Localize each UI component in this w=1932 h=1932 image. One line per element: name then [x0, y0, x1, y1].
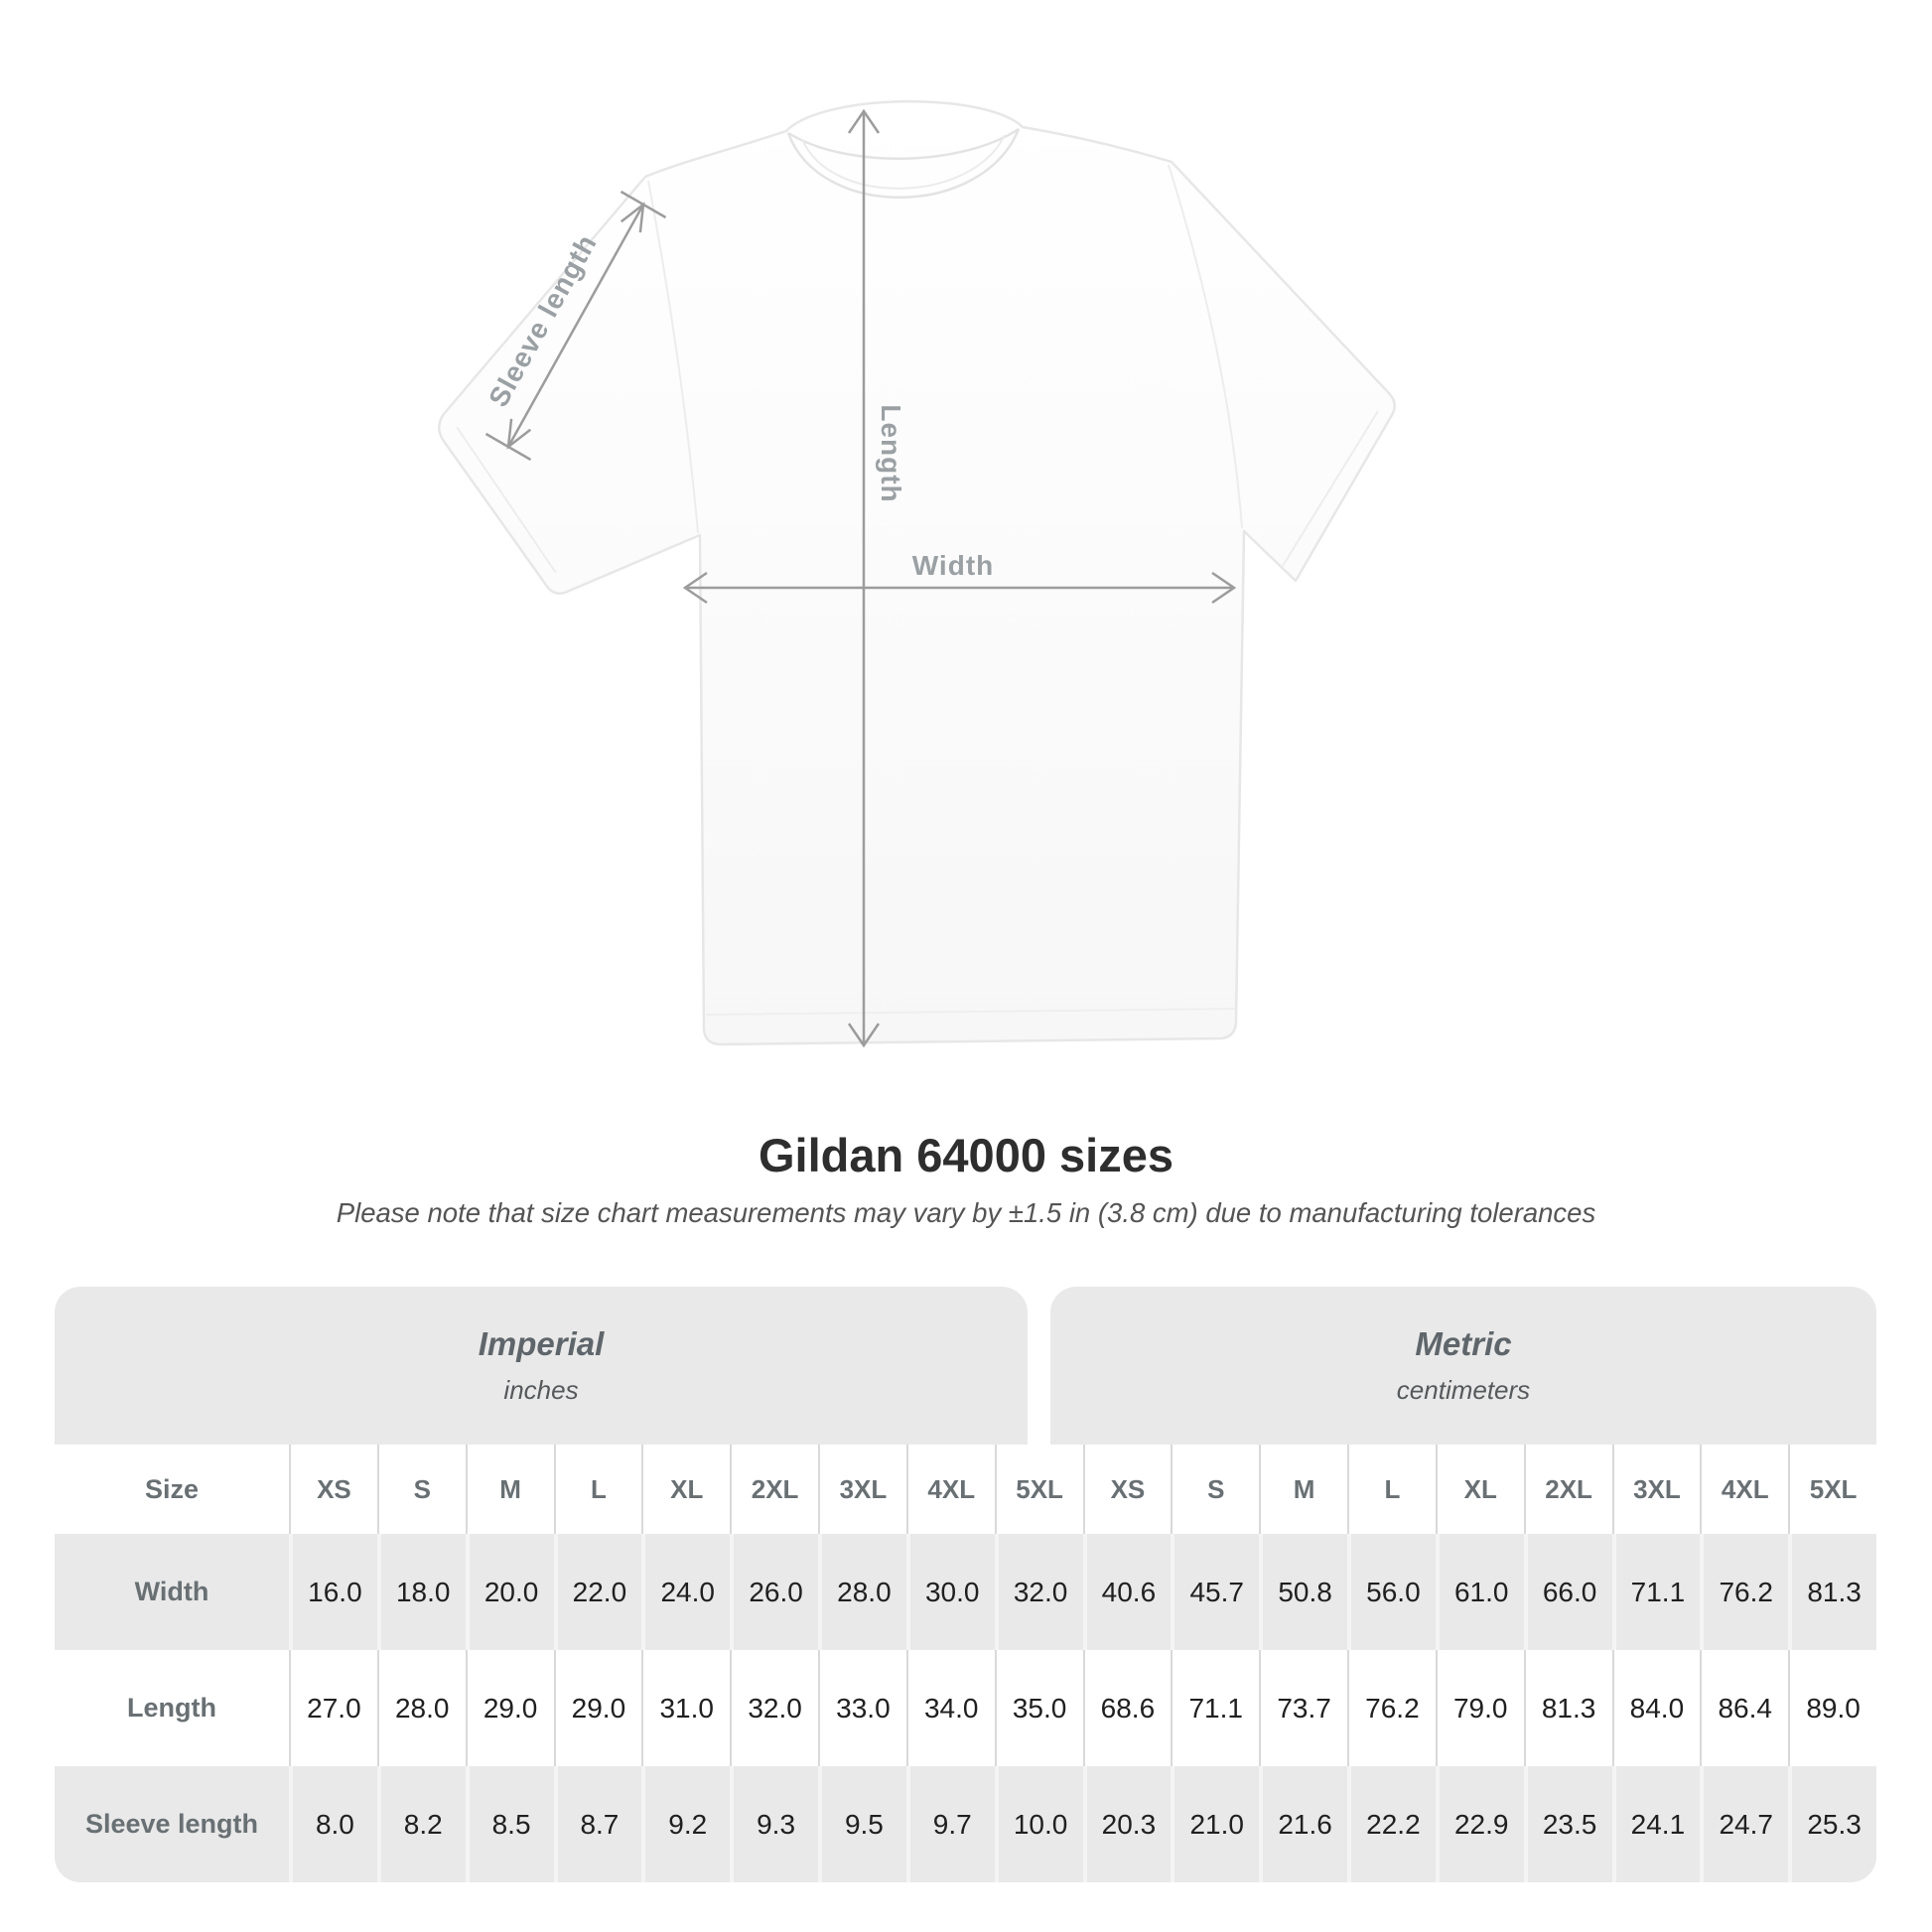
- column-header-imperial-5xl: 5XL: [995, 1445, 1083, 1534]
- row-label: Sleeve length: [84, 1809, 259, 1839]
- column-header-metric-s: S: [1171, 1445, 1259, 1534]
- imperial-section-header: [55, 1287, 1028, 1445]
- value-cell: 76.2: [1347, 1650, 1436, 1766]
- value-cell: 8.5: [466, 1766, 554, 1882]
- value-cell: 24.0: [641, 1534, 730, 1650]
- column-header-metric-xs: XS: [1083, 1445, 1172, 1534]
- value-cell: 26.0: [730, 1534, 818, 1650]
- value-cell: 71.1: [1612, 1534, 1701, 1650]
- value-cell: 10.0: [995, 1766, 1083, 1882]
- metric-section-header: [1050, 1287, 1876, 1445]
- value-cell: 84.0: [1612, 1650, 1701, 1766]
- value-cell: 81.3: [1788, 1534, 1876, 1650]
- value-cell: 24.1: [1612, 1766, 1701, 1882]
- value-cell: 29.0: [466, 1650, 554, 1766]
- value-cell: 50.8: [1259, 1534, 1347, 1650]
- value-cell: 35.0: [995, 1650, 1083, 1766]
- value-cell: 18.0: [377, 1534, 466, 1650]
- value-cell: 89.0: [1788, 1650, 1876, 1766]
- value-cell: 79.0: [1436, 1650, 1524, 1766]
- column-header-imperial-2xl: 2XL: [730, 1445, 818, 1534]
- value-cell: 21.6: [1259, 1766, 1347, 1882]
- value-cell: 40.6: [1083, 1534, 1172, 1650]
- row-label: Length: [127, 1693, 216, 1723]
- sleeve-length-label: Sleeve length: [483, 228, 604, 412]
- column-header-metric-5xl: 5XL: [1788, 1445, 1876, 1534]
- size-header-label: Size: [144, 1473, 200, 1504]
- value-cell: 20.3: [1083, 1766, 1172, 1882]
- value-cell: 27.0: [289, 1650, 377, 1766]
- size-header-row: [55, 1445, 1876, 1534]
- value-cell: 22.0: [554, 1534, 642, 1650]
- value-cell: 9.5: [818, 1766, 906, 1882]
- value-cell: 21.0: [1171, 1766, 1259, 1882]
- value-cell: 9.2: [641, 1766, 730, 1882]
- value-cell: 56.0: [1347, 1534, 1436, 1650]
- value-cell: 8.0: [289, 1766, 377, 1882]
- size-table-body: [55, 1534, 1876, 1882]
- value-cell: 76.2: [1700, 1534, 1788, 1650]
- value-cell: 86.4: [1700, 1650, 1788, 1766]
- value-cell: 45.7: [1171, 1534, 1259, 1650]
- column-header-imperial-xl: XL: [641, 1445, 730, 1534]
- column-header-imperial-xs: XS: [289, 1445, 377, 1534]
- table-row-width: [55, 1534, 1876, 1650]
- column-header-metric-l: L: [1347, 1445, 1436, 1534]
- value-cell: 81.3: [1524, 1650, 1612, 1766]
- table-row-sleeve-length: [55, 1766, 1876, 1882]
- column-header-imperial-m: M: [466, 1445, 554, 1534]
- table-row-length: [55, 1650, 1876, 1766]
- value-cell: 33.0: [818, 1650, 906, 1766]
- value-cell: 61.0: [1436, 1534, 1524, 1650]
- imperial-unit: inches: [503, 1375, 579, 1405]
- tolerance-note: Please note that size chart measurements may vary by ±1.5 in (3.8 cm) due to manufacturing tolerances: [336, 1197, 1596, 1228]
- metric-title: Metric: [1415, 1325, 1512, 1362]
- value-cell: 68.6: [1083, 1650, 1172, 1766]
- value-cell: 30.0: [906, 1534, 995, 1650]
- value-cell: 22.9: [1436, 1766, 1524, 1882]
- column-header-imperial-3xl: 3XL: [818, 1445, 906, 1534]
- column-header-imperial-l: L: [554, 1445, 642, 1534]
- unit-section-row: [55, 1287, 1876, 1445]
- value-cell: 32.0: [730, 1650, 818, 1766]
- value-cell: 29.0: [554, 1650, 642, 1766]
- column-header-metric-3xl: 3XL: [1612, 1445, 1701, 1534]
- value-cell: 23.5: [1524, 1766, 1612, 1882]
- column-header-metric-4xl: 4XL: [1700, 1445, 1788, 1534]
- column-header-metric-xl: XL: [1436, 1445, 1524, 1534]
- value-cell: 31.0: [641, 1650, 730, 1766]
- column-header-imperial-s: S: [377, 1445, 466, 1534]
- length-label: Length: [876, 404, 906, 503]
- width-label: Width: [911, 550, 995, 581]
- value-cell: 28.0: [818, 1534, 906, 1650]
- imperial-title: Imperial: [478, 1325, 605, 1362]
- value-cell: 73.7: [1259, 1650, 1347, 1766]
- metric-unit: centimeters: [1396, 1375, 1531, 1405]
- column-header-metric-2xl: 2XL: [1524, 1445, 1612, 1534]
- size-chart-table: [55, 1287, 1876, 1882]
- column-header-imperial-4xl: 4XL: [906, 1445, 995, 1534]
- value-cell: 71.1: [1171, 1650, 1259, 1766]
- value-cell: 9.7: [906, 1766, 995, 1882]
- value-cell: 20.0: [466, 1534, 554, 1650]
- value-cell: 25.3: [1788, 1766, 1876, 1882]
- value-cell: 32.0: [995, 1534, 1083, 1650]
- value-cell: 16.0: [289, 1534, 377, 1650]
- value-cell: 22.2: [1347, 1766, 1436, 1882]
- value-cell: 9.3: [730, 1766, 818, 1882]
- value-cell: 24.7: [1700, 1766, 1788, 1882]
- column-header-metric-m: M: [1259, 1445, 1347, 1534]
- value-cell: 28.0: [377, 1650, 466, 1766]
- value-cell: 66.0: [1524, 1534, 1612, 1650]
- value-cell: 8.2: [377, 1766, 466, 1882]
- value-cell: 8.7: [554, 1766, 642, 1882]
- value-cell: 34.0: [906, 1650, 995, 1766]
- row-label: Width: [134, 1577, 209, 1606]
- page-title: Gildan 64000 sizes: [758, 1129, 1174, 1181]
